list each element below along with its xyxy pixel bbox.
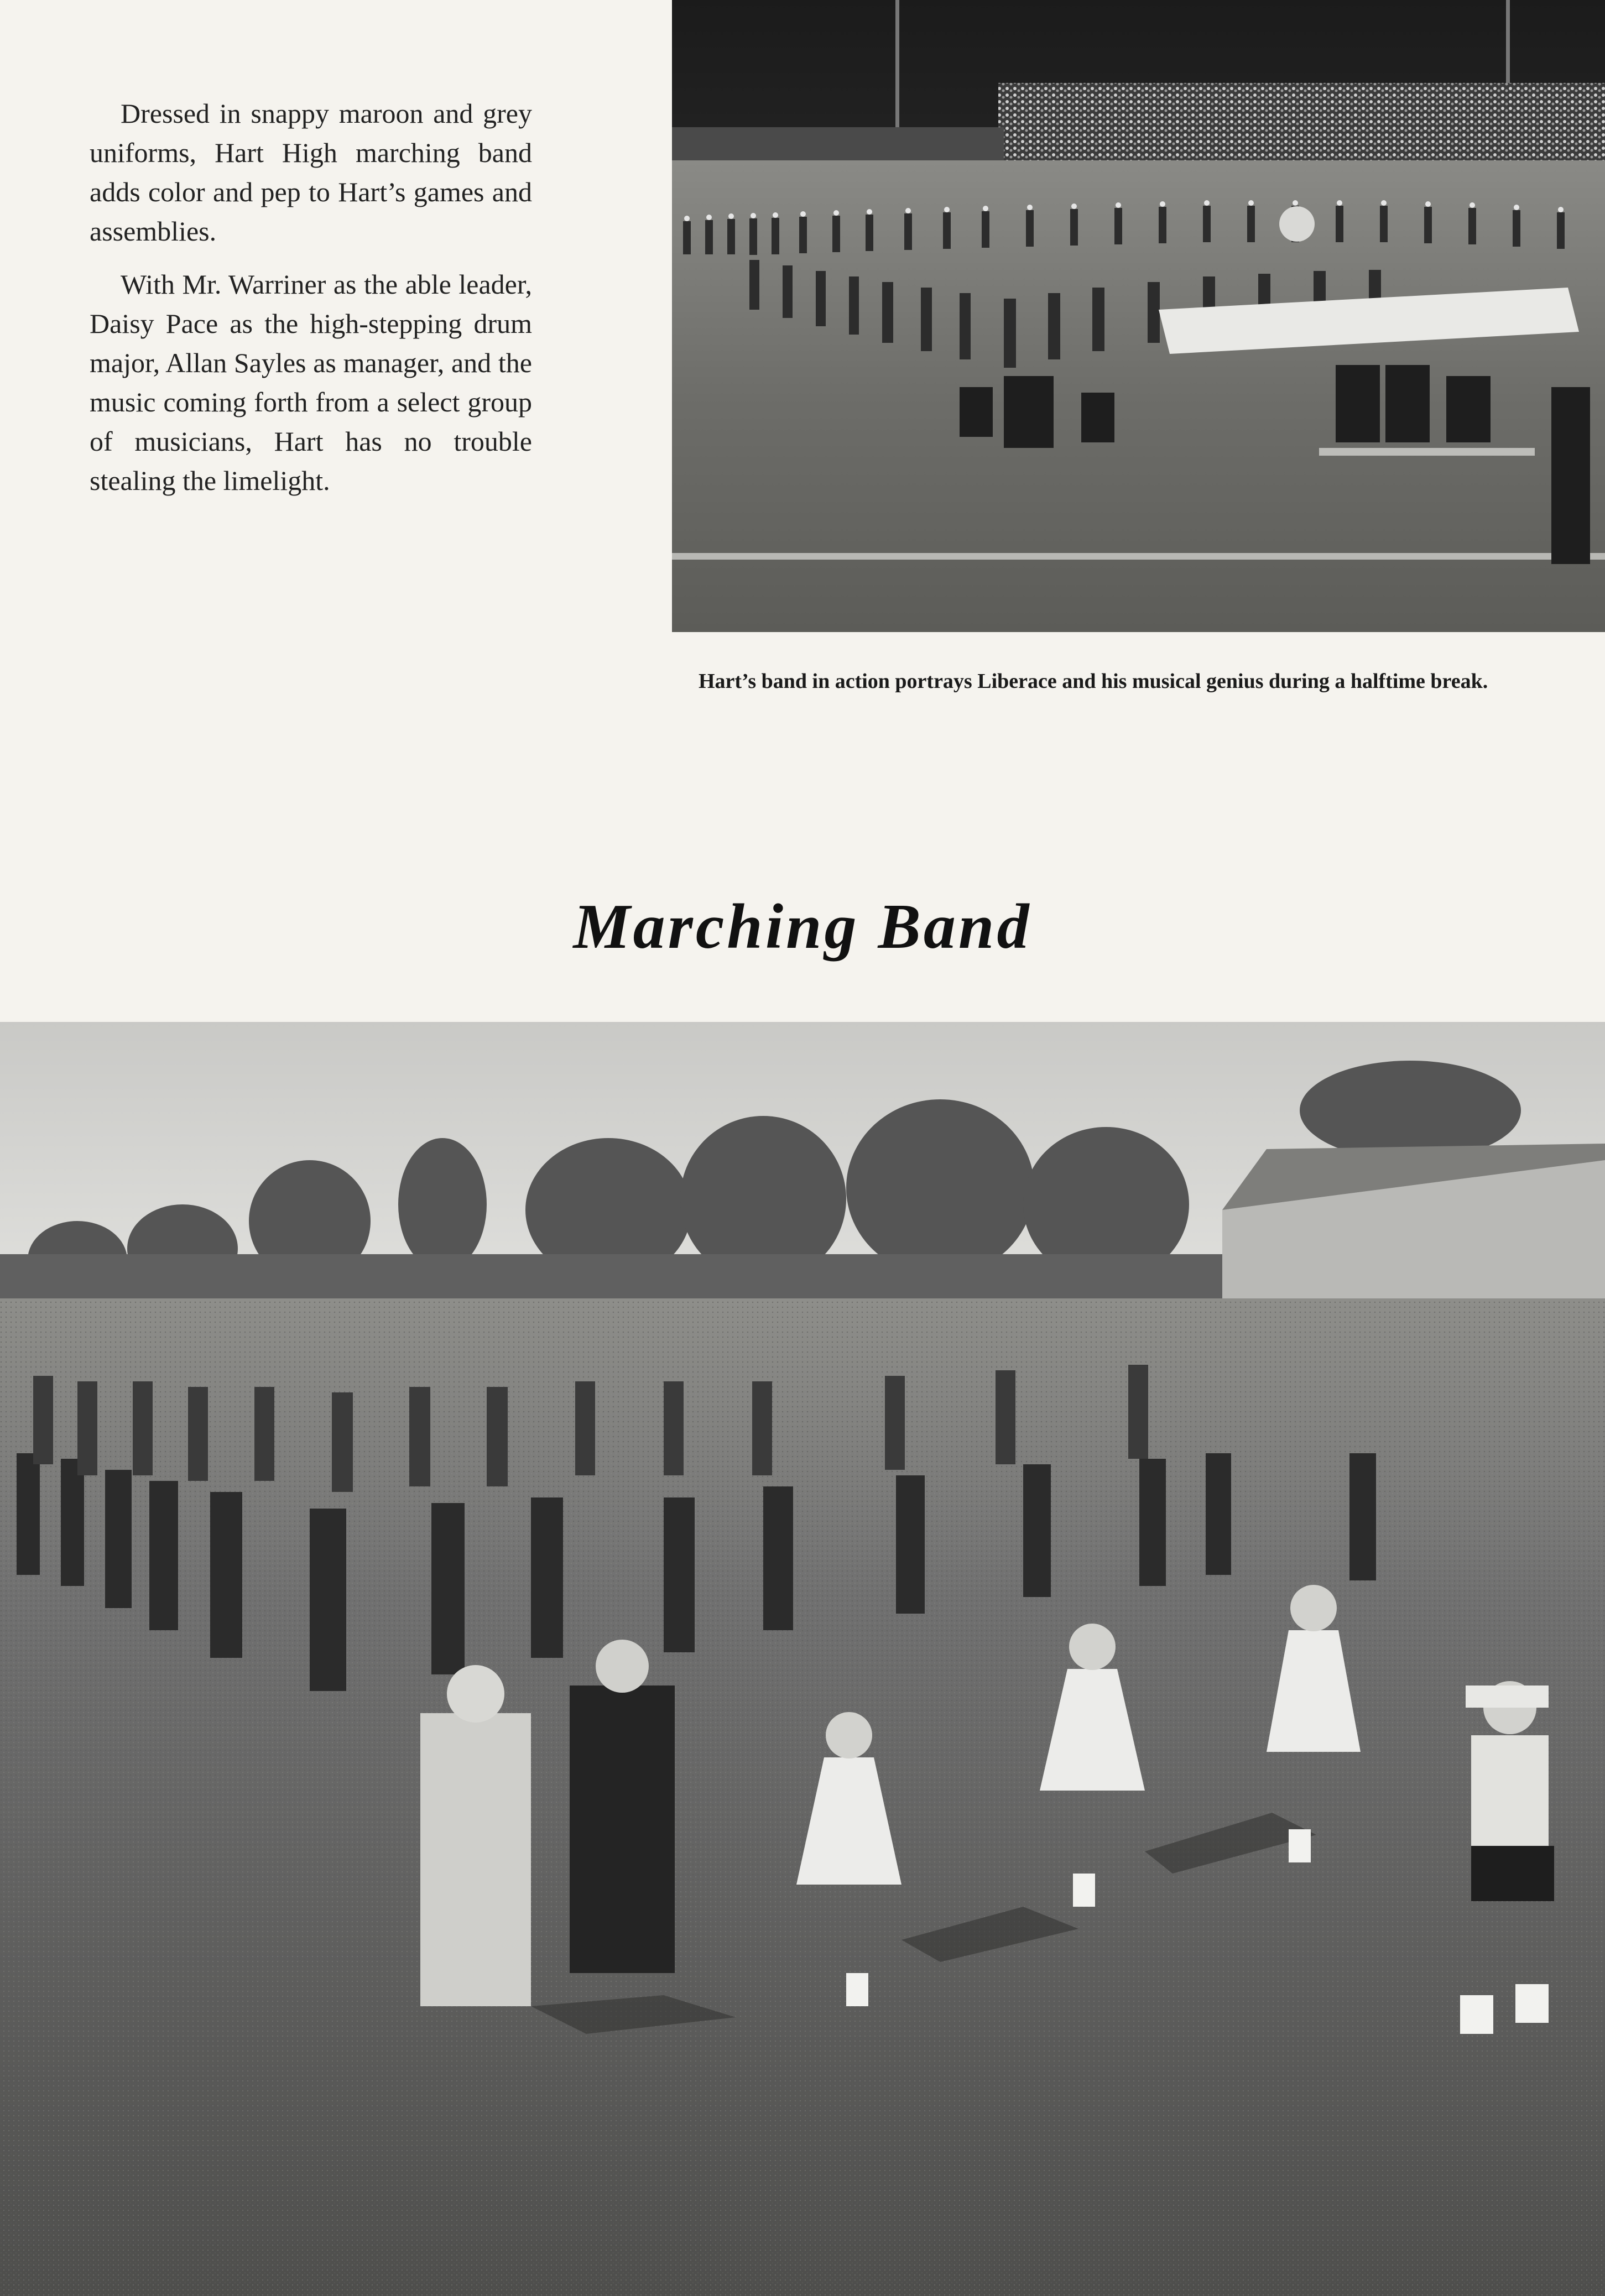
page-title: Marching Band [573, 891, 1032, 962]
halftime-photo-image [672, 0, 1605, 632]
band-formation-photo [0, 1022, 1605, 2296]
intro-paragraph: With Mr. Warriner as the able leader, Daisy Pace as the high-stepping drum major, Allan Sayles as manager, and the music coming forth from a select group of musicians, Hart has no trouble stealing the limelight. [90, 269, 532, 496]
band-formation-photo-image [0, 1022, 1605, 2296]
intro-paragraph: Dressed in snappy maroon and grey uniforms, Hart High marching band adds color and pep to Hart’s games and assemblies. [90, 98, 532, 247]
photo-caption: Hart’s band in action portrays Liberace and his musical genius during a halftime break. [699, 670, 1488, 693]
halftime-photo [672, 0, 1605, 632]
intro-text [90, 94, 532, 514]
